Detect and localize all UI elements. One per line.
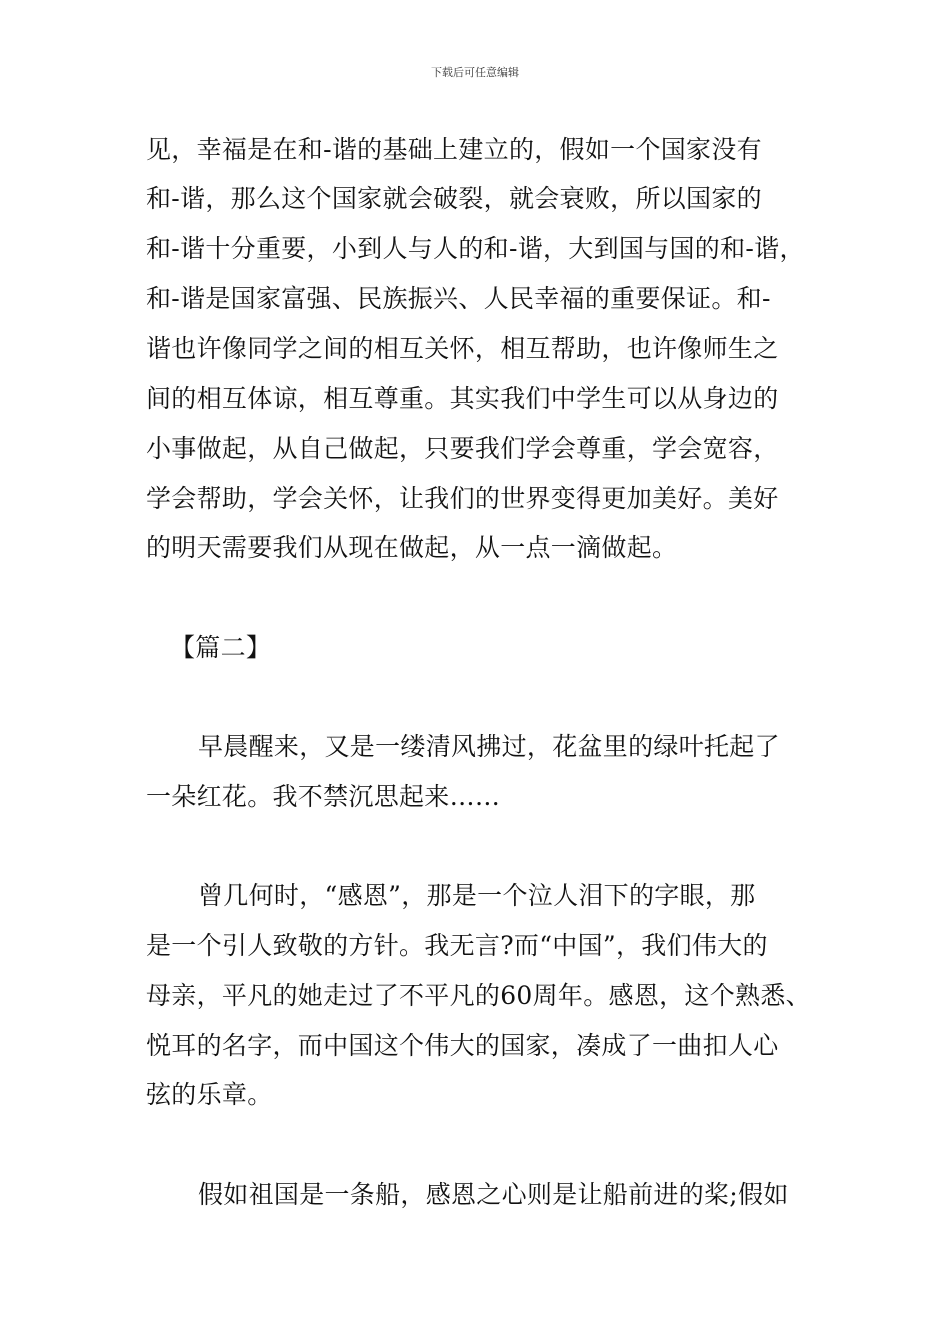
- text-line: 早晨醒来，又是一缕清风拂过，花盆里的绿叶托起了: [198, 732, 780, 761]
- text-line: 和-谐是国家富强、民族振兴、人民幸福的重要保证。和-: [146, 284, 771, 313]
- text-line: 悦耳的名字，而中国这个伟大的国家，凑成了一曲扣人心: [146, 1031, 779, 1060]
- text-line: 一朵红花。我不禁沉思起来……: [146, 782, 501, 811]
- text-line: 见，幸福是在和-谐的基础上建立的，假如一个国家没有: [146, 135, 762, 164]
- text-line: 和-谐，那么这个国家就会破裂，就会衰败，所以国家的: [146, 184, 762, 213]
- text-line: 曾几何时，“感恩”，那是一个泣人泪下的字眼，那: [198, 881, 756, 910]
- text-line: 是一个引人致敬的方针。我无言?而“中国”，我们伟大的: [146, 931, 768, 960]
- text-line: 弦的乐章。: [146, 1080, 273, 1109]
- text-line: 假如祖国是一条船，感恩之心则是让船前进的桨;假如: [198, 1180, 789, 1209]
- page-header: 下载后可任意编辑: [431, 66, 519, 79]
- text-line: 小事做起，从自己做起，只要我们学会尊重，学会宽容，: [146, 434, 779, 463]
- text-line: 的明天需要我们从现在做起，从一点一滴做起。: [146, 533, 678, 562]
- text-line: 和-谐十分重要，小到人与人的和-谐，大到国与国的和-谐，: [146, 234, 805, 263]
- text-line: 谐也许像同学之间的相互关怀，相互帮助，也许像师生之: [146, 334, 779, 363]
- text-line: 母亲，平凡的她走过了不平凡的60周年。感恩，这个熟悉、: [146, 981, 811, 1010]
- text-line: 学会帮助，学会关怀，让我们的世界变得更加美好。美好: [146, 484, 779, 513]
- section-heading: 【篇二】: [170, 633, 272, 662]
- text-line: 间的相互体谅，相互尊重。其实我们中学生可以从身边的: [146, 384, 779, 413]
